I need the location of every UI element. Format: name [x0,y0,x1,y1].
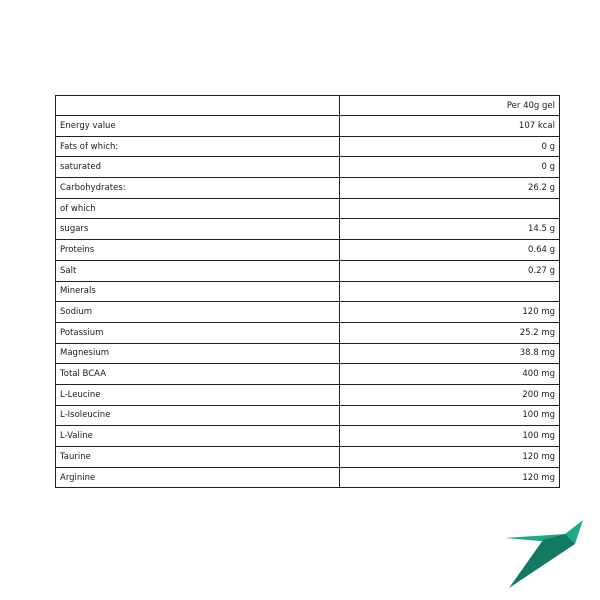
row-label: Minerals [56,281,340,302]
arrow-logo-icon [505,520,583,588]
row-label: of which [56,198,340,219]
table-row [56,240,560,261]
row-label: Taurine [56,447,340,468]
row-label: saturated [56,157,340,178]
table-row [56,157,560,178]
row-value: 0.64 g [340,240,560,261]
row-value: 14.5 g [340,219,560,240]
row-value: 120 mg [340,467,560,488]
row-value: 120 mg [340,447,560,468]
table-row [56,302,560,323]
table-row [56,219,560,240]
row-label: L-Leucine [56,384,340,405]
row-value: 100 mg [340,426,560,447]
table-row [56,198,560,219]
row-value: 38.8 mg [340,343,560,364]
table-row [56,405,560,426]
header-label-cell [56,96,340,116]
row-label: Energy value [56,116,340,137]
row-label: sugars [56,219,340,240]
table-header-row [56,96,560,116]
table-row [56,281,560,302]
table-row [56,260,560,281]
table-row [56,136,560,157]
row-label: Total BCAA [56,364,340,385]
row-label: L-Valine [56,426,340,447]
table-row [56,447,560,468]
row-value: 0 g [340,136,560,157]
row-label: Potassium [56,322,340,343]
row-value: 120 mg [340,302,560,323]
row-label: Proteins [56,240,340,261]
logo-arrow-lower [509,534,575,588]
row-value: 200 mg [340,384,560,405]
row-value: 0 g [340,157,560,178]
row-value: 0.27 g [340,260,560,281]
row-value [340,281,560,302]
row-value: 400 mg [340,364,560,385]
header-value-cell: Per 40g gel [340,96,560,116]
row-value: 25.2 mg [340,322,560,343]
row-label: L-Isoleucine [56,405,340,426]
nutrition-table [55,95,560,488]
row-label: Arginine [56,467,340,488]
table-row [56,426,560,447]
row-label: Magnesium [56,343,340,364]
row-value: 26.2 g [340,178,560,199]
row-label: Salt [56,260,340,281]
table-row [56,322,560,343]
table-row [56,384,560,405]
row-value: 107 kcal [340,116,560,137]
row-label: Fats of which: [56,136,340,157]
row-value [340,198,560,219]
table-row [56,178,560,199]
table-row [56,467,560,488]
table-row [56,364,560,385]
table-row [56,343,560,364]
table-row [56,116,560,137]
row-label: Carbohydrates: [56,178,340,199]
row-value: 100 mg [340,405,560,426]
row-label: Sodium [56,302,340,323]
